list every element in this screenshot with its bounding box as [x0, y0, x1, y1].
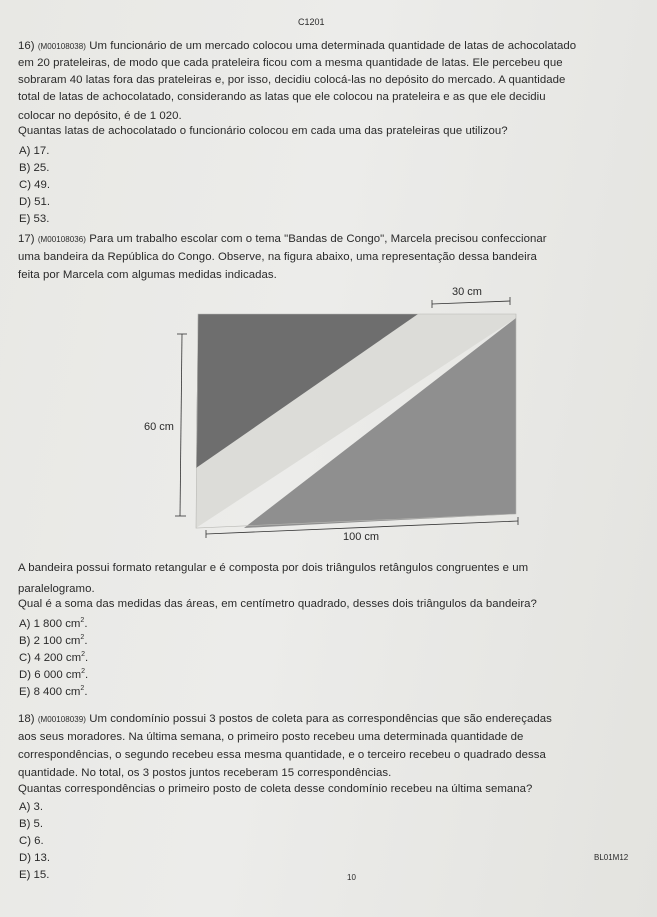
option-end: . [84, 635, 88, 647]
q17-after-line-2: paralelogramo. [18, 583, 95, 595]
option-value: 4 200 cm [34, 652, 82, 664]
option-exponent: 2 [80, 634, 85, 642]
q16-question: Quantas latas de achocolatado o funcionário colocou em cada uma das prateleiras que utilizou? [18, 125, 508, 137]
figure-label-60cm: 60 cm [144, 421, 174, 433]
q17-line-3: feita por Marcela com algumas medidas indicadas. [18, 269, 277, 281]
q18-option-d[interactable]: D) 13. [19, 852, 51, 864]
q18-option-b[interactable]: B) 5. [19, 818, 44, 830]
footer-code: BL01M12 [594, 853, 629, 862]
q18-option-e[interactable]: E) 15. [19, 869, 50, 881]
option-letter: D) [19, 669, 32, 681]
q16-line-5: colocar no depósito, é de 1 020. [18, 110, 182, 122]
q17-number: 17) [18, 233, 35, 245]
figure-label-30cm: 30 cm [452, 286, 482, 298]
option-end: . [84, 669, 89, 681]
q16-option-a[interactable]: A) 17. [19, 145, 50, 157]
option-exponent: 2 [81, 668, 85, 676]
q17-id: (M00108036) [37, 235, 86, 244]
q17-line-2: uma bandeira da República do Congo. Observe, na figura abaixo, uma representação dessa bandeira [18, 251, 537, 263]
q16-number: 16) [18, 40, 35, 52]
q18-option-c[interactable]: C) 6. [19, 835, 44, 847]
q16-line-2: em 20 prateleiras, de modo que cada prateleira ficou com a mesma quantidade de latas. Ele percebeu que [18, 57, 563, 69]
option-exponent: 2 [80, 685, 85, 693]
option-end: . [84, 618, 88, 630]
q18-text-1: Um condomínio possui 3 postos de coleta para as correspondências que são endereçadas [89, 713, 552, 725]
q17-after-line-1: A bandeira possui formato retangular e é composta por dois triângulos retângulos congruentes e um [18, 562, 529, 574]
option-value: 6 000 cm [34, 669, 82, 681]
q18-line-1 [18, 713, 552, 725]
page-number: 10 [347, 873, 356, 882]
q16-option-d[interactable]: D) 51. [19, 196, 51, 208]
q16-option-b[interactable]: B) 25. [19, 162, 50, 174]
option-end: . [84, 652, 89, 664]
option-letter: E) [19, 686, 31, 698]
q16-text-1: Um funcionário de um mercado colocou uma determinada quantidade de latas de achocolatado [89, 40, 577, 52]
option-exponent: 2 [81, 651, 85, 659]
q16-id: (M00108038) [37, 42, 86, 51]
q18-question: Quantas correspondências o primeiro posto de coleta desse condomínio recebeu na última semana? [18, 783, 533, 795]
option-end: . [84, 686, 88, 698]
dim-left-line [180, 334, 182, 516]
option-value: 1 800 cm [33, 618, 81, 630]
page-header-code: C1201 [298, 17, 325, 27]
q17-option-d[interactable] [19, 669, 88, 681]
q16-option-e[interactable]: E) 53. [19, 213, 50, 225]
option-value: 8 400 cm [33, 686, 81, 698]
q18-option-a[interactable]: A) 3. [19, 801, 44, 813]
q18-line-3: correspondências, o segundo recebeu essa mesma quantidade, e o terceiro recebeu o quadrado dessa [18, 749, 546, 761]
option-letter: A) [19, 618, 31, 630]
dim-top-line [432, 301, 510, 304]
q18-line-2: aos seus moradores. Na última semana, o primeiro posto recebeu uma determinada quantidade de [18, 731, 524, 743]
option-letter: B) [19, 635, 31, 647]
q17-text-1: Para um trabalho escolar com o tema "Bandas de Congo", Marcela precisou confeccionar [89, 233, 547, 245]
q16-line-4: total de latas de achocolatado, considerando as latas que ele colocou na prateleira e as que ele decidiu [18, 91, 546, 103]
q16-option-c[interactable]: C) 49. [19, 179, 51, 191]
figure-label-100cm: 100 cm [343, 531, 380, 543]
flag-shape [196, 314, 516, 528]
option-exponent: 2 [80, 617, 85, 625]
q16-line-3: sobraram 40 latas fora das prateleiras e, por isso, decidiu colocá-las no depósito do mercado. A quantidade [18, 74, 566, 86]
q18-id: (M00108039) [37, 715, 86, 724]
q18-line-4: quantidade. No total, os 3 postos juntos receberam 15 correspondências. [18, 767, 392, 779]
q17-option-c[interactable] [19, 652, 88, 664]
q17-option-b[interactable] [19, 635, 88, 647]
option-value: 2 100 cm [33, 635, 81, 647]
option-letter: C) [19, 652, 32, 664]
q17-option-e[interactable] [19, 686, 88, 698]
q18-number: 18) [18, 713, 35, 725]
q17-option-a[interactable] [19, 618, 88, 630]
q17-question: Qual é a soma das medidas das áreas, em centímetro quadrado, desses dois triângulos da bandeira? [18, 598, 537, 610]
